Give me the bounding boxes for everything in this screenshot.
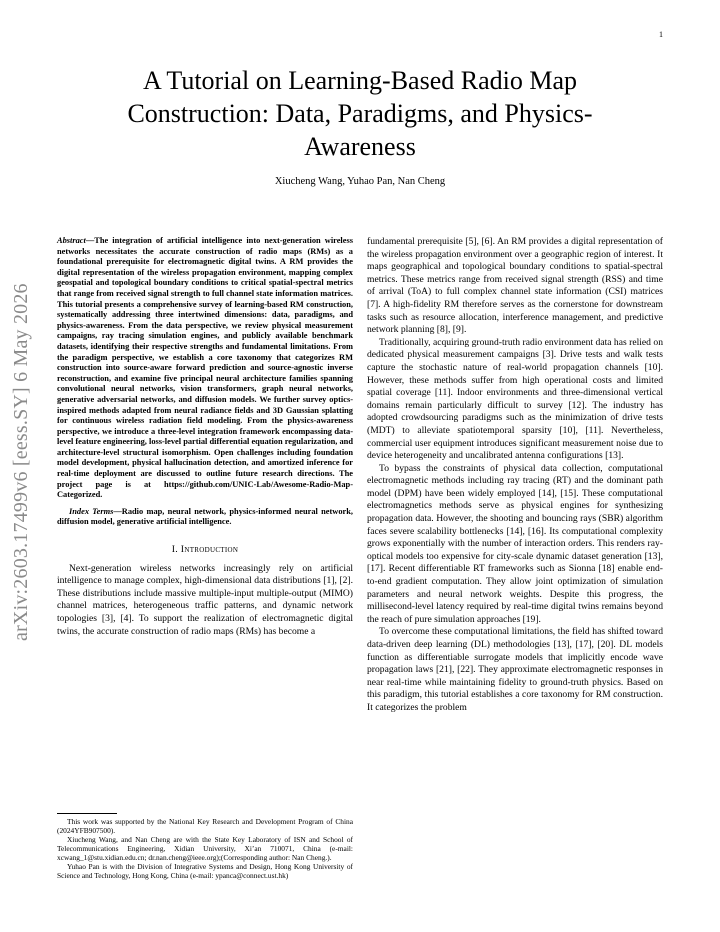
- body-paragraph: Traditionally, acquiring ground-truth radio environment data has relied on dedicated physical measurement campaigns [3]. Drive tests and walk tests capture the stochastic nature of real-world propagation channels [10]. However, these methods suffer from high operational costs and limited spatial coverage [11]. Indoor environments and three-dimensional vertical domains remain particularly difficult to survey [12]. The industry has adopted crowdsourcing paradigms such as the minimization of drive tests (MDT) to alleviate spatiotemporal sparsity [10], [11]. Nevertheless, commercial user equipment introduces significant measurement noise due to device heterogeneity and uncalibrated antenna configurations [13].: [367, 336, 663, 462]
- footnotes: [57, 813, 353, 880]
- right-column: [367, 236, 663, 715]
- left-column: [57, 236, 353, 638]
- index-terms-text: —Radio map, neural network, physics-informed neural network, diffusion model, generative artificial intelligence.: [57, 506, 353, 527]
- paper-title: A Tutorial on Learning-Based Radio Map Construction: Data, Paradigms, and Physics-Awareness: [127, 66, 593, 161]
- body-paragraph: To overcome these computational limitations, the field has shifted toward data-driven deep learning (DL) methodologies [13], [17], [20]. DL models function as differentiable surrogate models that implicitly encode wave propagation laws [21], [22]. They approximate electromagnetic responses in near real-time while maintaining fidelity to ground-truth physics. Based on this paradigm, this tutorial establishes a core taxonomy for RM construction. It categorizes the problem: [367, 626, 663, 713]
- footnote-funding: This work was supported by the National Key Research and Development Program of China (2024YFB907500).: [57, 817, 353, 835]
- page-number: 1: [659, 30, 663, 39]
- footnote-rule: [57, 813, 117, 814]
- index-terms: [57, 507, 353, 528]
- abstract: [57, 236, 353, 501]
- arxiv-identifier-stamp: arXiv:2603.17499v6 [eess.SY] 6 May 2026: [10, 283, 32, 641]
- intro-paragraph: Next-generation wireless networks increasingly rely on artificial intelligence to manage complex, high-dimensional data distributions [1], [2]. These distributions include massive multiple-input multiple-output (MIMO) channel matrices, heterogeneous traffic patterns, and dynamic network topologies [3], [4]. To support the realization of electromagnetic digital twins, the accurate construction of radio maps (RMs) has become a: [57, 562, 353, 637]
- abstract-label: Abstract: [57, 236, 86, 245]
- body-paragraph: To bypass the constraints of physical data collection, computational electromagnetic methods including ray tracing (RT) and the dominant path model (DPM) have been widely employed [14], [15]. These computational electromagnetics methods serve as physical engines for synthesizing propagation data. However, the shooting and bouncing rays (SBR) algorithm faces severe scalability bottlenecks [14], [16]. Its computational complexity grows exponentially with the number of interaction orders. This renders ray-optical models too expensive for city-scale dynamic dataset generation [13], [17]. Recent differentiable RT frameworks such as Sionna [18] enable end-to-end gradient computation. They allow joint optimization of simulation parameters and neural network weights. Despite this progress, the millisecond-level latency required by real-time digital twins remains beyond the reach of pure simulation approaches [19].: [367, 462, 663, 625]
- footnote-affiliation-1: Xiucheng Wang, and Nan Cheng are with the State Key Laboratory of ISN and School of Telecommunications Engineering, Xidian University, Xi’an 710071, China (e-mail: xcwang_1@stu.xidian.edu.cn; dr.nan.cheng@ieee.org);(Corresponding author: Nan Cheng.).: [57, 835, 353, 862]
- author-list: Xiucheng Wang, Yuhao Pan, Nan Cheng: [274, 176, 446, 187]
- index-terms-label: Index Terms: [69, 506, 114, 516]
- section-heading-introduction: I. Introduction: [171, 544, 239, 556]
- abstract-text: —The integration of artificial intelligence into next-generation wireless networks necessitates the accurate construction of radio maps (RMs) as a foundational prerequisite for electromagnetic digital twins. A RM provides the digital representation of the wireless propagation environment, mapping complex geospatial and topological boundary conditions to critical spatial-spectral metrics that range from received signal strength to full channel state information matrices. This tutorial presents a comprehensive survey of learning-based RM construction, systematically addressing three intertwined dimensions: data, paradigms, and physics-awareness. From the data perspective, we review physical measurement campaigns, ray tracing simulation engines, and publicly available benchmark datasets, identifying their respective strengths and fundamental limitations. From the paradigm perspective, we establish a core taxonomy that categorizes RM construction into source-aware forward prediction and source-agnostic inverse reconstruction, and examine five principal neural architecture families spanning convolutional neural networks, vision transformers, graph neural networks, generative adversarial networks, and diffusion models. We further survey optics-inspired methods adapted from neural radiance fields and 3D Gaussian splatting for continuous wireless radiation field modeling. From the physics-awareness perspective, we introduce a three-level integration framework encompassing data-level feature engineering, loss-level partial differential equation regularization, and architecture-level structural isomorphism. Open challenges including foundation model development, physical hallucination detection, and amortized inference for real-time deployment are discussed to outline future research directions. The project page is at https://github.com/UNIC-Lab/Awesome-Radio-Map-Categorized.: [57, 236, 353, 500]
- footnote-affiliation-2: Yuhao Pan is with the Division of Integrative Systems and Design, Hong Kong University of Science and Technology, Hong Kong, China (e-mail: ypanca@connect.ust.hk): [57, 862, 353, 880]
- body-paragraph: fundamental prerequisite [5], [6]. An RM provides a digital representation of the wireless propagation environment over a geographic region of interest. It maps geographical and topological boundary conditions to spatial-spectral metrics. These metrics range from received signal strength (RSS) and time of arrival (ToA) to full complex channel state information (CSI) matrices [7]. A high-fidelity RM therefore serves as the cornerstone for downstream tasks such as resource allocation, interference management, and predictive network planning [8], [9].: [367, 236, 663, 336]
